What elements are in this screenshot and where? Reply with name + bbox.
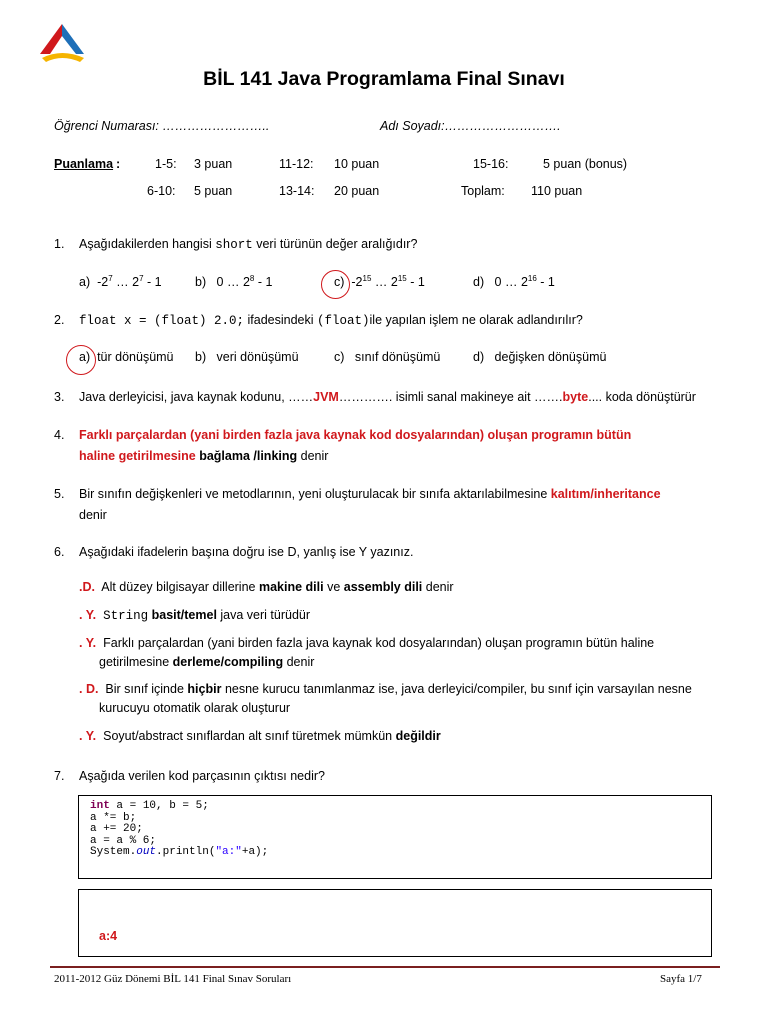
question-text: …………. isimli sanal makineye ait …….	[338, 390, 563, 404]
scoring-label: Puanlama	[54, 157, 114, 171]
option-b: b) 0 … $2^8 - 1$	[195, 273, 273, 289]
score-points: 5 puan (bonus)	[543, 157, 628, 171]
score-points: 10 puan	[334, 157, 380, 171]
student-name-field: Adı Soyadı:……………………….	[380, 119, 561, 133]
answer-jvm: JVM	[313, 390, 339, 404]
question-text: denir	[300, 449, 329, 463]
score-range: Toplam:	[461, 184, 505, 198]
answer-term: bağlama /linking	[199, 449, 298, 463]
code-box	[78, 795, 712, 879]
code-expression: float x = (float) 2.0;	[79, 314, 245, 328]
answer-output: a:4	[99, 929, 118, 943]
question-number: 3.	[54, 390, 65, 404]
student-number-field: Öğrenci Numarası: ……………………..	[54, 119, 270, 133]
question-text: veri türünün değer aralığıdır?	[256, 237, 418, 251]
scoring-colon: :	[116, 157, 121, 171]
question-text: .... koda dönüştürür	[588, 390, 696, 404]
question-text: denir	[79, 508, 107, 522]
score-range: 1-5:	[155, 157, 177, 171]
footer-left: 2011-2012 Güz Dönemi BİL 141 Final Sınav Soruları	[54, 973, 292, 985]
true-false-item: .D. Alt düzey bilgisayar dillerine makine dili ve assembly dili denir	[79, 580, 454, 594]
score-points: 110 puan	[531, 184, 583, 198]
footer-divider	[50, 966, 720, 968]
answer-circle	[321, 270, 350, 299]
true-false-item: . Y. Soyut/abstract sınıflardan alt sınıf türetmek mümkün değildir	[79, 729, 441, 743]
answer-text: haline getirilmesine	[79, 449, 196, 463]
answer-circle	[66, 345, 96, 375]
score-range: 6-10:	[147, 184, 176, 198]
page-title: BİL 141 Java Programlama Final Sınavı	[203, 68, 565, 90]
option-d: d) değişken dönüşümü	[473, 350, 607, 364]
university-logo	[36, 22, 88, 62]
question-text: ifadesindeki	[247, 313, 314, 327]
question-number: 6.	[54, 545, 65, 559]
true-false-item: . D. Bir sınıf içinde hiçbir nesne kurucu tanımlanmaz ise, java derleyici/compiler, bu sınıf için varsayılan nesne	[79, 682, 692, 696]
score-range: 15-16:	[473, 157, 509, 171]
code-cast: (float)	[317, 314, 370, 328]
question-text: ile yapılan işlem ne olarak adlandırılır?	[369, 313, 583, 327]
question-number: 7.	[54, 769, 65, 783]
question-text: Aşağıda verilen kod parçasının çıktısı nedir?	[79, 769, 325, 783]
question-text: Aşağıdakilerden hangisi	[79, 237, 212, 251]
answer-text: Farklı parçalardan (yani birden fazla java kaynak kod dosyalarından) oluşan programın bütün	[79, 428, 632, 442]
question-text: Java derleyicisi, java kaynak kodunu, ……	[79, 390, 314, 404]
option-a: a) $-2^7$ … $2^7 - 1$	[79, 273, 162, 289]
score-points: 3 puan	[194, 157, 233, 171]
option-c: c) sınıf dönüşümü	[334, 350, 441, 364]
true-false-item: . Y. Farklı parçalardan (yani birden fazla java kaynak kod dosyalarından) oluşan programın bütün haline	[79, 636, 655, 650]
true-false-item-cont: getirilmesine derleme/compiling denir	[99, 655, 315, 669]
option-c: c) $-2^{15}$ … $2^{15} - 1$	[334, 273, 425, 289]
score-range: 13-14:	[279, 184, 315, 198]
score-range: 11-12:	[279, 157, 314, 171]
question-number: 1.	[54, 237, 65, 251]
question-number: 4.	[54, 428, 65, 442]
answer-box	[78, 889, 712, 957]
score-points: 20 puan	[334, 184, 380, 198]
true-false-item-cont: kurucuyu otomatik olarak oluşturur	[99, 701, 291, 715]
code-snippet: int a = 10, b = 5; a *= b; a += 20; a = a % 6; System.out.println("a:"+a);	[90, 800, 269, 858]
option-b: b) veri dönüşümü	[195, 350, 299, 364]
answer-inheritance: kalıtım/inheritance	[550, 487, 661, 501]
question-text: Bir sınıfın değişkenleri ve metodlarının, yeni oluşturulacak bir sınıfa aktarılabilmesine	[79, 487, 548, 501]
logo-graphic	[36, 22, 88, 62]
true-false-item: . Y. String basit/temel java veri türüdür	[79, 608, 311, 623]
page-number: Sayfa 1/7	[660, 973, 702, 985]
option-a: a) tür dönüşümü	[79, 350, 174, 364]
answer-byte: byte	[562, 390, 589, 404]
question-text: Aşağıdaki ifadelerin başına doğru ise D, yanlış ise Y yazınız.	[79, 545, 414, 559]
question-number: 2.	[54, 313, 65, 327]
score-points: 5 puan	[194, 184, 233, 198]
question-number: 5.	[54, 487, 65, 501]
code-keyword: short	[215, 238, 253, 252]
option-d: d) 0 … $2^{16} - 1$	[473, 273, 555, 289]
